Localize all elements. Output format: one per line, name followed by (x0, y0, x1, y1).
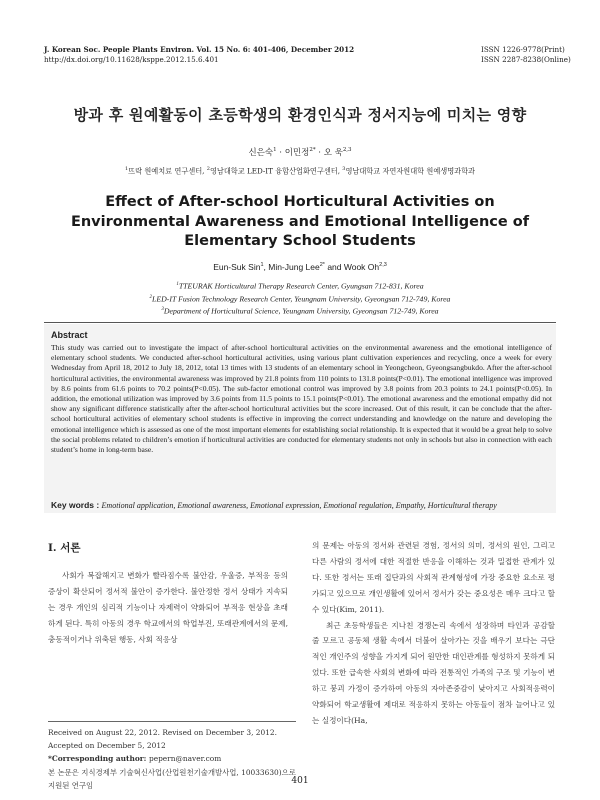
korean-authors: 신은숙$^1$ · 이민정$^{2*}$ · 오 욱$^{2,3}$ (248, 147, 352, 158)
author-2-en: Min-Jung Lee (268, 262, 320, 272)
author-2-ko: 이민정 (284, 148, 310, 158)
issn-block (481, 45, 571, 65)
funding-note: 본 논문은 지식경제부 기술혁신사업(산업원천기술개발사업, 10033630)으로 지원된 연구임 (48, 767, 296, 790)
corresponding-author: *Corresponding author: pepern@naver.com (48, 754, 222, 764)
affiliation-line: $^2$LED-IT Fusion Technology Research Center, Yeungnam University, Gyeongsan 712-749, Korea (149, 294, 451, 304)
english-affiliations (0, 279, 600, 317)
affiliation-line: $^3$Department of Horticultural Science, Yeungnam University, Gyeongsan 712-749, Korea (161, 306, 439, 316)
english-title-line: Effect of After-school Horticultural Activities on (105, 194, 495, 210)
journal-header (44, 45, 354, 65)
author-1-en: Eun-Suk Sin (213, 262, 261, 272)
section-heading-introduction: Ⅰ. 서론 (48, 542, 81, 554)
keywords (51, 500, 552, 510)
journal-citation: J. Korean Soc. People Plants Environ. Vol. 15 No. 6: 401-406, December 2012 (44, 45, 355, 54)
english-title (60, 193, 540, 252)
keywords-value: Emotional application, Emotional awareness, Emotional expression, Emotional regulation, Empathy, Horticultural therapy (101, 501, 497, 510)
paragraph: 사회가 복잡해지고 변화가 빨라짐수록 불안감, 우울증, 부적응 등의 증상이 확산되어 정서적 불안이 증가한다. 불안정한 정서 상태가 지속되는 경우 개인의 심리적 기능이나 자제력이 약화되어 부적응 현상을 초래하게 된다. 특히 아동의 경우 학교에서의 학업부진, 또래관계에서의 문제, 충동적이거나 위축된 행동, 사회 적응상 (48, 571, 288, 644)
issn-print: ISSN 1226-9778(Print) (481, 45, 565, 54)
english-title-line: Elementary School Students (184, 233, 416, 249)
english-authors: Eun-Suk Sin$^1$, Min-Jung Lee$^{2*}$ and Wook Oh$^{2,3}$ (213, 262, 387, 272)
abstract-text: This study was carried out to investigate the impact of after-school horticultural activities on the environmental awareness and the emotional intelligence of elementary school students. We conducted after-school horticultural activities, using various plant cultivation experiences and recycling, once a week for every Wednesday from April 18, 2012 to July 18, 2012, total 13 times with 13 students of an elementary school in Yeongcheon, Gyeongsangbukdo. After the after-school horticultural activities, the environmental awareness was improved by 21.8 points from 110 points to 131.8 points(P<0.01). The emotional intelligence was improved by 8.6 points from 61.6 points to 70.2 points(P<0.05). The sub-factor emotional control was improved by 3.8 points from 20.3 points to 24.1 points(P<0.05). In addition, the emotional utilization was improved by 3.6 points from 11.5 points to 15.1 points(P<0.01). The emotional awareness and the emotional empathy did not show any significant difference statistically after the after-school horticultural activities but the score increased. Out of this result, it can be conclude that the after-school horticultural activities of elementary school students is effective in improving the correct understanding and knowledge on the nature and developing the emotional intelligence which is assessed as one of the most important elements for establishing social relationship. It is expected that it would be a great help to solve the social problems related to children’s emotion if horticultural activities are conducted for elementary students not only in schools but also in connection with each student’s home in long-term base. (51, 343, 552, 455)
right-column (312, 538, 555, 729)
affiliation-line: $^1$TTEURAK Horticultural Therapy Research Center, Gyungsan 712-831, Korea (176, 281, 424, 291)
accepted-date: Accepted on December 5, 2012 (48, 741, 166, 751)
issn-online: ISSN 2287-8238(Online) (481, 55, 571, 64)
author-3-ko: 오 욱 (323, 148, 343, 158)
doi-link[interactable]: http://dx.doi.org/10.11628/ksppe.2012.15.6.401 (44, 55, 219, 64)
paragraph: 의 문제는 아동의 정서와 관련된 경험, 정서의 의미, 정서의 원인, 그리고 다른 사람의 정서에 대한 적절한 반응을 이해하는 것과 밀접한 관계가 있다. 또한 정서는 또래 집단과의 사회적 관계형성에 가장 중요한 요소로 평가되고 있으므로 개인생활에 있어서 정서가 갖는 중요성은 매우 크다고 할 수 있다(Kim, 2011). (312, 541, 555, 614)
abstract-heading: Abstract (51, 330, 88, 340)
author-3-en: Wook Oh (343, 262, 380, 272)
korean-title: 방과 후 원예활동이 초등학생의 환경인식과 정서지능에 미치는 영향 (73, 106, 527, 124)
keywords-label: Key words : (51, 500, 102, 510)
left-column (48, 568, 288, 648)
page-number: 401 (291, 776, 309, 786)
footnote-divider (48, 721, 296, 722)
english-title-line: Environmental Awareness and Emotional Intelligence of (70, 213, 530, 230)
corresponding-email[interactable]: pepern@naver.com (148, 754, 222, 764)
author-1-ko: 신은숙 (248, 148, 274, 158)
received-date: Received on August 22, 2012. Revised on December 3, 2012. (48, 728, 277, 737)
korean-affiliations: $^1$뜨락 원예치료 연구센터, $^2$영남대학교 LED-IT 융합산업화연구센터, $^3$영남대학교 자연자원대학 원예생명과학과 (124, 166, 476, 176)
paragraph: 최근 초등학생들은 지나친 경쟁논리 속에서 성장하며 타인과 공감할 줄 모르고 공동체 생활 속에서 더불어 살아가는 것을 배우기 보다는 극단적인 개인주의 성향을 가지게 되어 원만한 대인관계를 형성하지 못하게 되었다. 또한 급속한 사회의 변화에 따라 전통적인 가족의 구조 및 기능이 변하고 붕괴 가정이 증가하여 아동의 자아존중감이 낮아지고 사회적응력이 약화되어 학교생활에 제대로 적응하지 못하는 아동들이 점차 늘어나고 있는 실정이다(Ha, (312, 620, 555, 725)
abstract-divider (44, 322, 556, 323)
